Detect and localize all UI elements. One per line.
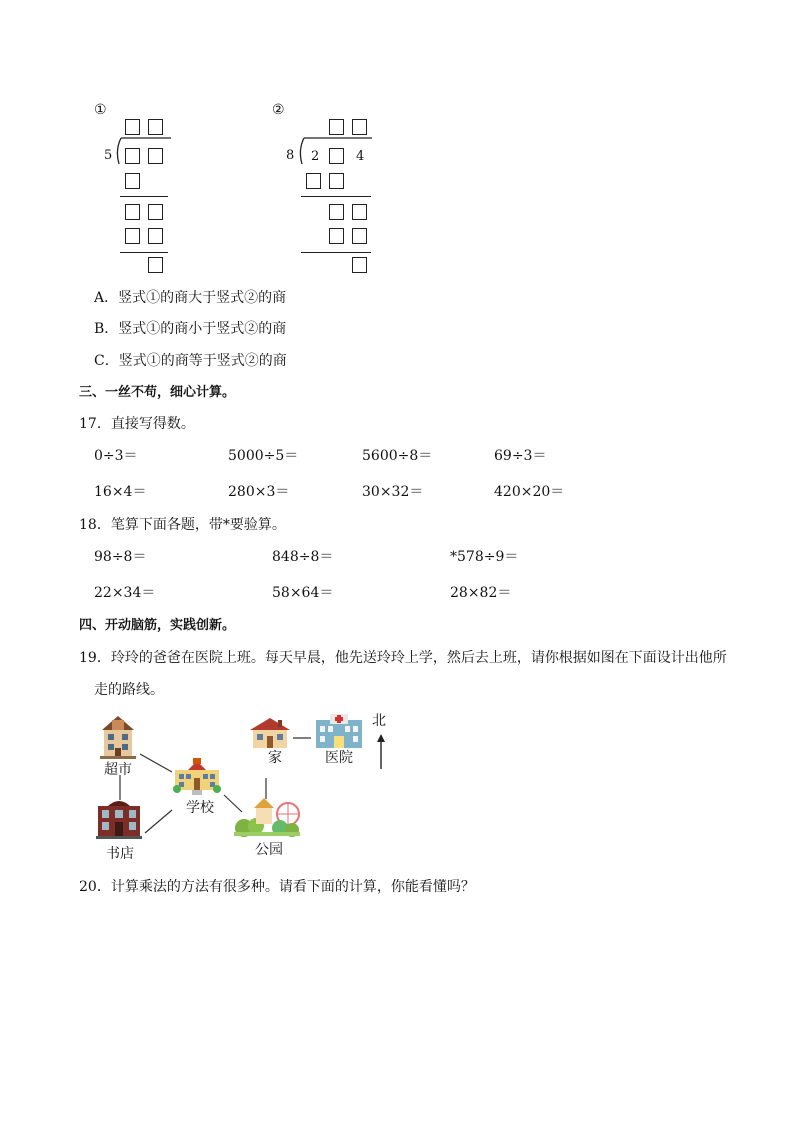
- problem: 0÷3＝: [94, 448, 138, 464]
- problem: 58×64＝: [272, 585, 334, 601]
- problem: 5600÷8＝: [362, 448, 433, 464]
- bookstore-building-icon: [96, 798, 142, 840]
- label-hospital: 医院: [325, 750, 353, 766]
- problem: 280×3＝: [228, 484, 290, 500]
- option-letter: C．: [94, 353, 119, 369]
- division-2-marker: ②: [272, 102, 285, 118]
- school-building-icon: [172, 756, 222, 796]
- problem: 16×4＝: [94, 484, 147, 500]
- problem: 22×34＝: [94, 585, 156, 601]
- option-text: 竖式①的商小于竖式②的商: [118, 321, 287, 337]
- label-bookstore: 书店: [106, 846, 134, 862]
- problem: 5000÷5＝: [228, 448, 299, 464]
- section-4-title: 四、开动脑筋，实践创新。: [79, 618, 236, 633]
- label-school: 学校: [186, 800, 214, 816]
- problem: 28×82＝: [450, 585, 512, 601]
- problem: 30×32＝: [362, 484, 424, 500]
- divisor-2: 8: [286, 148, 295, 163]
- question-18-title: 18．笔算下面各题，带*要验算。: [79, 517, 286, 533]
- label-park: 公园: [255, 842, 283, 858]
- option-letter: B．: [94, 321, 119, 337]
- question-17-title: 17．直接写得数。: [79, 416, 195, 432]
- problem: *578÷9＝: [450, 549, 519, 565]
- question-19-line-1: 19．玲玲的爸爸在医院上班。每天早晨，他先送玲玲上学，然后去上班，请你根据如图在下面设计出他所: [79, 650, 727, 666]
- divisor-1: 5: [104, 148, 113, 163]
- label-home: 家: [268, 750, 282, 766]
- problem: 848÷8＝: [272, 549, 334, 565]
- division-1-marker: ①: [94, 102, 107, 118]
- option-letter: A．: [94, 290, 119, 306]
- north-arrow-icon: [375, 734, 387, 770]
- label-north: 北: [372, 713, 386, 729]
- label-supermarket: 超市: [104, 762, 132, 778]
- dividend-digit: 2: [311, 149, 320, 164]
- option-text: 竖式①的商等于竖式②的商: [118, 353, 287, 369]
- problem: 69÷3＝: [494, 448, 547, 464]
- house-icon: [248, 716, 292, 750]
- hospital-building-icon: [314, 712, 364, 750]
- option-text: 竖式①的商大于竖式②的商: [118, 290, 287, 306]
- dividend-digit: 4: [356, 149, 365, 164]
- question-20-text: 20．计算乘法的方法有很多种。请看下面的计算，你能看懂吗？: [79, 879, 475, 895]
- supermarket-building-icon: [96, 712, 140, 760]
- park-ferris-wheel-icon: [232, 796, 302, 838]
- section-3-title: 三、一丝不苟，细心计算。: [79, 385, 236, 400]
- problem: 98÷8＝: [94, 549, 147, 565]
- question-19-line-2: 走的路线。: [94, 682, 164, 698]
- problem: 420×20＝: [494, 484, 565, 500]
